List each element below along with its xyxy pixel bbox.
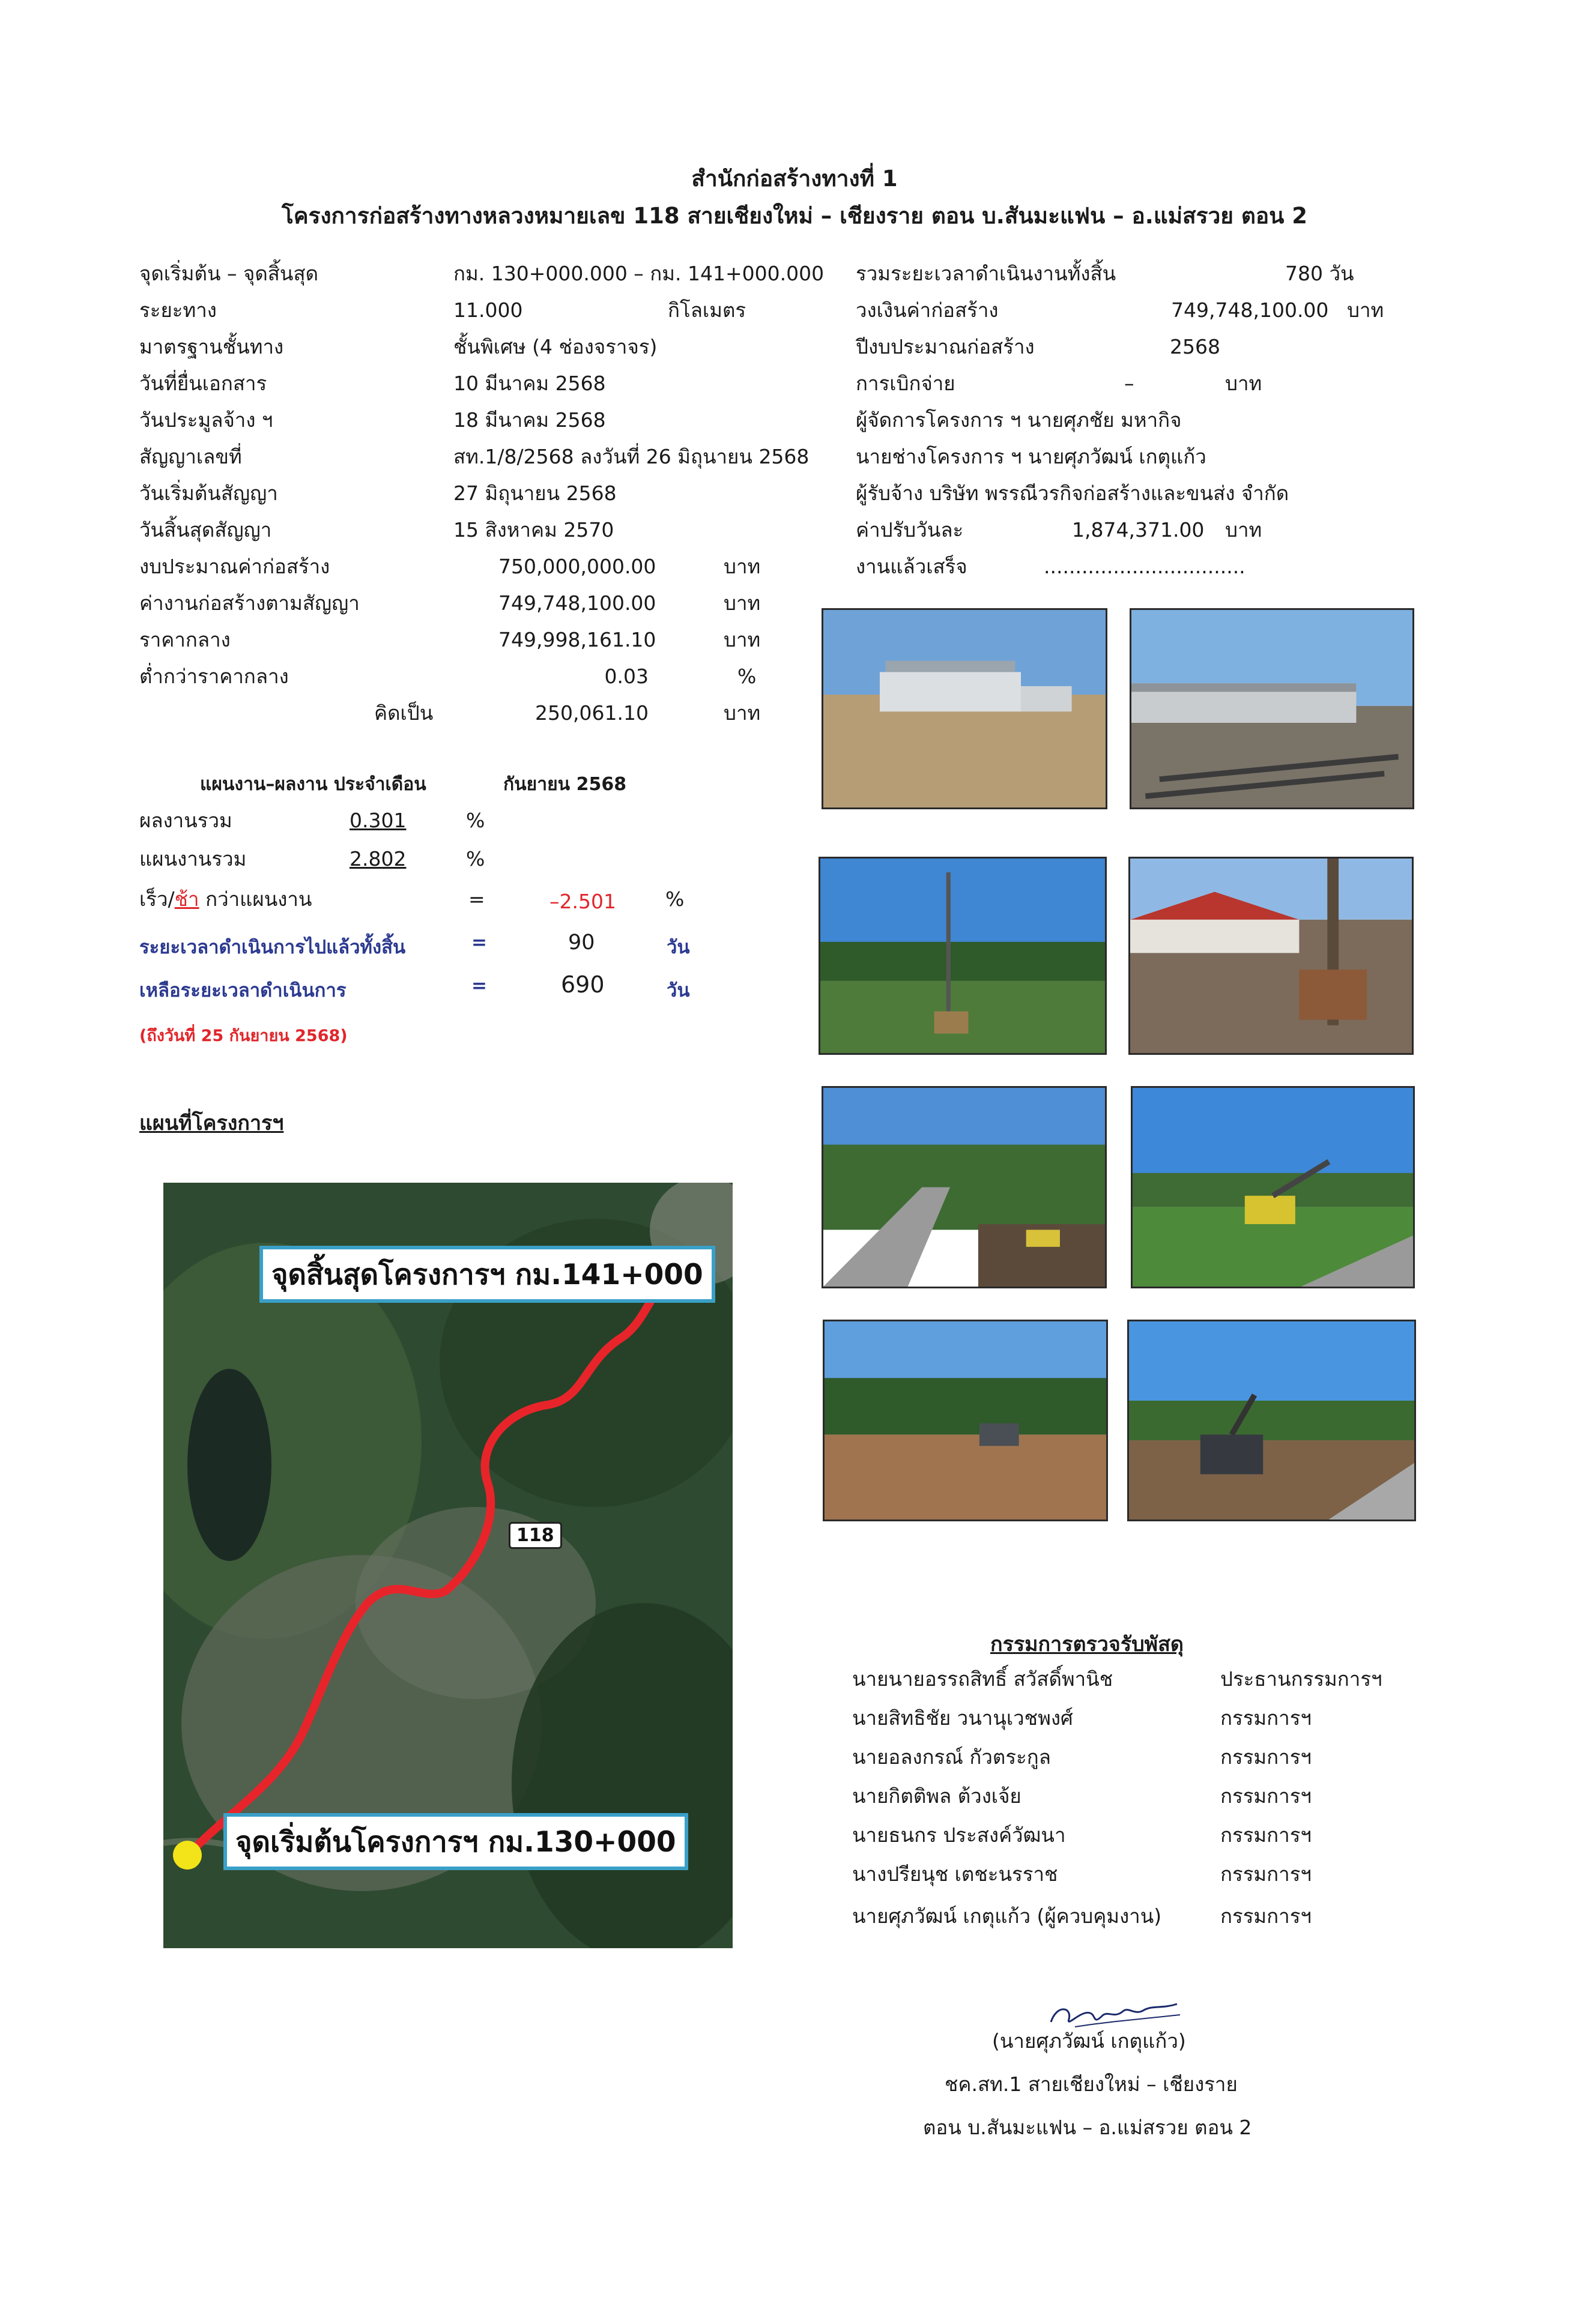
info-value: สท.1/8/2568 ลงวันที่ 26 มิถุนายน 2568 bbox=[453, 445, 810, 468]
budget-label: ต่ำกว่าราคากลาง bbox=[139, 665, 289, 688]
committee-member-role: กรรมการฯ bbox=[1220, 1904, 1312, 1928]
committee-member-name: นายกิตติพล ต้วงเจ้ย bbox=[852, 1784, 1022, 1808]
plan-value: 2.802 bbox=[350, 847, 407, 871]
completed-label: งานแล้วเสร็จ bbox=[856, 555, 967, 578]
budget-unit: บาท bbox=[724, 701, 761, 725]
info-label: ระยะทาง bbox=[139, 298, 217, 322]
info-value: 10 มีนาคม 2568 bbox=[453, 372, 606, 395]
map-end-label: จุดสิ้นสุดโครงการฯ กม.141+000 bbox=[259, 1246, 715, 1303]
actual-value: 0.301 bbox=[350, 809, 407, 832]
info-value: 11.000 bbox=[453, 298, 523, 322]
diff-percent: % bbox=[665, 887, 685, 911]
contract-amount-value: 749,748,100.00 bbox=[1171, 298, 1329, 322]
site-photo-road-roadside bbox=[822, 1086, 1107, 1288]
remaining-label: เหลือระยะเวลาดำเนินการ bbox=[139, 980, 347, 1001]
remaining-unit: วัน bbox=[667, 980, 690, 1001]
project-map bbox=[163, 1183, 733, 1948]
budget-unit: บาท bbox=[724, 555, 761, 578]
actual-label: ผลงานรวม bbox=[139, 809, 232, 832]
disburse-value: – bbox=[1124, 372, 1134, 395]
info-label: มาตรฐานชั้นทาง bbox=[139, 335, 284, 358]
penalty-unit: บาท bbox=[1225, 518, 1262, 542]
elapsed-value: 90 bbox=[568, 931, 595, 955]
plan-percent: % bbox=[466, 847, 485, 871]
info-label: วันสิ้นสุดสัญญา bbox=[139, 518, 272, 542]
duration-value: 780 วัน bbox=[1285, 262, 1354, 285]
budget-value: 750,000,000.00 bbox=[498, 555, 656, 578]
map-start-label: จุดเริ่มต้นโครงการฯ กม.130+000 bbox=[223, 1813, 688, 1870]
signature-image bbox=[1039, 1992, 1189, 2034]
site-photo-drilling-1 bbox=[819, 857, 1107, 1055]
committee-member-role: กรรมการฯ bbox=[1220, 1784, 1312, 1808]
budget-value: 749,998,161.10 bbox=[498, 628, 656, 651]
committee-title: กรรมการตรวจรับพัสดุ bbox=[990, 1632, 1184, 1656]
budget-unit: บาท bbox=[724, 628, 761, 651]
diff-label-slow: ช้า bbox=[174, 887, 199, 911]
map-heading: แผนที่โครงการฯ bbox=[139, 1111, 284, 1135]
route-shield: 118 bbox=[509, 1522, 562, 1549]
info-value: 18 มีนาคม 2568 bbox=[453, 408, 606, 432]
site-photo-containers bbox=[1130, 608, 1414, 809]
committee-member-role: กรรมการฯ bbox=[1220, 1823, 1312, 1847]
committee-member-name: นายสิทธิชัย วนานุเวชพงศ์ bbox=[852, 1706, 1073, 1730]
info-value: 15 สิงหาคม 2570 bbox=[453, 518, 614, 542]
elapsed-equals: = bbox=[471, 932, 487, 953]
info-label: จุดเริ่มต้น – จุดสิ้นสุด bbox=[139, 262, 319, 285]
start-marker bbox=[173, 1841, 202, 1870]
site-photo-drilling-2 bbox=[1128, 857, 1414, 1055]
budget-label: ราคากลาง bbox=[139, 628, 231, 651]
remaining-equals: = bbox=[471, 975, 487, 997]
committee-member-name: นายอลงกรณ์ กัวตระกูล bbox=[852, 1745, 1051, 1769]
fiscal-value: 2568 bbox=[1170, 335, 1220, 358]
diff-value: –2.501 bbox=[549, 890, 616, 913]
signer-position-2: ตอน บ.สันมะแฟน – อ.แม่สรวย ตอน 2 bbox=[923, 2116, 1252, 2139]
office-title: สำนักก่อสร้างทางที่ 1 bbox=[691, 166, 898, 192]
contract-amount-label: วงเงินค่าก่อสร้าง bbox=[856, 298, 999, 322]
budget-label: งบประมาณค่าก่อสร้าง bbox=[139, 555, 330, 578]
elapsed-unit: วัน bbox=[667, 937, 690, 958]
progress-title: แผนงาน–ผลงาน ประจำเดือน bbox=[200, 774, 426, 795]
elapsed-label: ระยะเวลาดำเนินการไปแล้วทั้งสิ้น bbox=[139, 937, 406, 958]
fiscal-label: ปีงบประมาณก่อสร้าง bbox=[856, 335, 1035, 358]
info-value: กม. 130+000.000 – กม. 141+000.000 bbox=[453, 262, 825, 285]
info-unit: กิโลเมตร bbox=[668, 298, 746, 322]
diff-label-rest: กว่าแผนงาน bbox=[199, 887, 312, 911]
committee-member-name: นายศุภวัฒน์ เกตุแก้ว (ผู้ควบคุมงาน) bbox=[852, 1904, 1162, 1928]
budget-label: คิดเป็น bbox=[374, 701, 434, 725]
project-title: โครงการก่อสร้างทางหลวงหมายเลข 118 สายเชียงใหม่ – เชียงราย ตอน บ.สันมะแฟน – อ.แม่สรวย ตอน 2 bbox=[281, 203, 1308, 229]
budget-value: 749,748,100.00 bbox=[498, 591, 656, 615]
project-engineer: นายช่างโครงการ ฯ นายศุภวัฒน์ เกตุแก้ว bbox=[856, 445, 1206, 468]
penalty-value: 1,874,371.00 bbox=[1072, 518, 1205, 542]
disburse-label: การเบิกจ่าย bbox=[856, 372, 955, 395]
duration-label: รวมระยะเวลาดำเนินงานทั้งสิ้น bbox=[856, 262, 1116, 285]
remaining-value: 690 bbox=[561, 971, 605, 998]
budget-value: 0.03 bbox=[604, 665, 649, 688]
diff-label bbox=[139, 887, 312, 911]
budget-value: 250,061.10 bbox=[535, 701, 649, 725]
contractor: ผู้รับจ้าง บริษัท พรรณีวรกิจก่อสร้างและขนส่ง จำกัด bbox=[856, 481, 1289, 505]
info-label: วันเริ่มต้นสัญญา bbox=[139, 481, 278, 505]
committee-member-role: ประธานกรรมการฯ bbox=[1220, 1667, 1382, 1691]
info-value: ชั้นพิเศษ (4 ช่องจราจร) bbox=[453, 335, 658, 358]
site-photo-offices bbox=[822, 608, 1107, 809]
committee-member-name: นายธนกร ประสงค์วัฒนา bbox=[852, 1823, 1066, 1847]
contract-amount-unit: บาท bbox=[1347, 298, 1384, 322]
signer-name: (นายศุภวัฒน์ เกตุแก้ว) bbox=[992, 2029, 1186, 2053]
committee-member-role: กรรมการฯ bbox=[1220, 1745, 1312, 1769]
diff-equals: = bbox=[468, 887, 485, 911]
completed-value: ................................ bbox=[1044, 555, 1245, 578]
actual-percent: % bbox=[466, 809, 485, 832]
project-manager: ผู้จัดการโครงการ ฯ นายศุภชัย มหากิจ bbox=[856, 408, 1182, 432]
committee-member-role: กรรมการฯ bbox=[1220, 1862, 1312, 1886]
disburse-unit: บาท bbox=[1225, 372, 1262, 395]
info-label: วันที่ยื่นเอกสาร bbox=[139, 372, 267, 395]
info-value: 27 มิถุนายน 2568 bbox=[453, 481, 617, 505]
signer-position-1: ชค.สท.1 สายเชียงใหม่ – เชียงราย bbox=[945, 2072, 1238, 2096]
progress-month: กันยายน 2568 bbox=[503, 774, 627, 795]
budget-unit: % bbox=[737, 665, 757, 688]
site-photo-clearing bbox=[823, 1320, 1108, 1521]
diff-label-fast: เร็ว/ bbox=[139, 887, 175, 911]
site-photo-excavator-2 bbox=[1127, 1320, 1416, 1521]
committee-member-name: นายนายอรรถสิทธิ์ สวัสดิ์พานิช bbox=[852, 1667, 1113, 1691]
site-photo-excavator-1 bbox=[1131, 1086, 1415, 1288]
committee-member-name: นางปรียนุช เตชะนรราช bbox=[852, 1862, 1058, 1886]
penalty-label: ค่าปรับวันละ bbox=[856, 518, 964, 542]
info-label: สัญญาเลขที่ bbox=[139, 445, 242, 468]
budget-unit: บาท bbox=[724, 591, 761, 615]
committee-member-role: กรรมการฯ bbox=[1220, 1706, 1312, 1730]
plan-label: แผนงานรวม bbox=[139, 847, 247, 871]
budget-label: ค่างานก่อสร้างตามสัญญา bbox=[139, 591, 360, 615]
info-label: วันประมูลจ้าง ฯ bbox=[139, 408, 273, 432]
as-of-date: (ถึงวันที่ 25 กันยายน 2568) bbox=[139, 1027, 348, 1045]
